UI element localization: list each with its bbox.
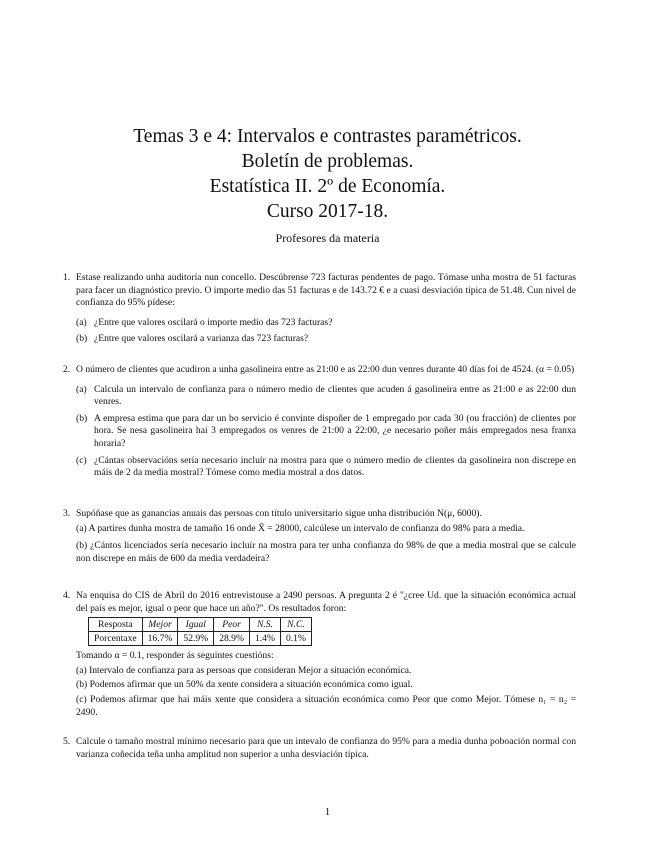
table-cell: 52.9% (178, 632, 214, 646)
sub-item (76, 413, 576, 451)
sub-paragraph-text: A partires dunha mostra de tamaño 16 onde X̄ = 28000, calcúlese un intervalo de confianza do 98% para a media. (88, 522, 525, 534)
sub-paragraph-text: Podemos afirmar que hai máis xente que considera a situación económica como Peor que como Mejor. Tómese n₁ = n₂ = 2490. (76, 693, 576, 718)
sub-paragraph-label: (b) (76, 540, 88, 552)
table-cell: 16.7% (142, 632, 178, 646)
table-header-cell: Peor (214, 618, 250, 632)
title-line-4: Curso 2017-18. (266, 201, 389, 222)
table-header-cell: N.C. (280, 618, 311, 632)
document-title (60, 124, 595, 224)
title-line-2: Boletín de problemas. (241, 151, 414, 172)
sub-item-text: Calcula un intervalo de confianza para o número medio de clientes que acuden á gasolineira entre as 21:00 e as 22:00 dun venres. (94, 383, 576, 408)
sub-item-text: ¿Cántas observacións sería necesario incluír na mostra para que o número medio de clientes da gasolineira non discrepe en máis de 2 da media mostral? Tómese como media mostral a dos datos. (94, 454, 576, 479)
table-header-row (89, 618, 312, 632)
sub-paragraph (76, 523, 576, 536)
problem-number: 4. (63, 590, 71, 601)
table-header-cell: Igual (178, 618, 214, 632)
problem-statement: Na enquisa do CIS de Abril do 2016 entrevistouse a 2490 persoas. A pregunta 2 é "¿cree Ud. que la situación económica actual del país es mejor, igual o peor que hace un año?". Os resultados foron: (76, 590, 576, 614)
sub-paragraph-label: (a) (76, 522, 87, 534)
sub-paragraph-label: (c) (76, 693, 87, 705)
problem-statement: Estase realizando unha auditoría nun concello. Descúbrense 723 facturas pendentes de pago. Tómase unha mostra de 51 facturas para facer un diagnóstico previo. O importe medio das 51 facturas e de 143.72 € e a cuasi desviación típica de 51.48. Cun nivel de confianza do 95% pídese: (76, 272, 576, 309)
problem-number: 1. (63, 272, 71, 283)
problem-statement: Calcule o tamaño mostral mínimo necesario para que un intevalo de confianza do 95% para a media dunha poboación normal con varianza coñecida teña unha amplitud non superior a unha desviación típica. (76, 736, 576, 760)
table-cell: 1.4% (249, 632, 280, 646)
sub-item-label: (b) (76, 333, 88, 345)
sub-item (76, 455, 576, 480)
table-header-cell: N.S. (249, 618, 280, 632)
sub-paragraph (76, 665, 576, 678)
sub-paragraph (76, 540, 576, 565)
problem-number: 3. (63, 508, 71, 519)
results-table (88, 617, 312, 646)
table-cell: Porcentaxe (89, 632, 143, 646)
sub-item-text: ¿Entre que valores oscilará a varianza das 723 facturas? (94, 333, 309, 345)
sub-item-label: (a) (76, 316, 87, 328)
problem-3 (63, 508, 576, 565)
problem-number: 2. (63, 364, 71, 375)
table-header-cell: Resposta (89, 618, 143, 632)
sub-item (76, 384, 576, 409)
table-row (89, 632, 312, 646)
problem-5 (63, 736, 576, 761)
sub-paragraph-label: (b) (76, 679, 88, 691)
authors-line: Profesores da materia (275, 231, 380, 245)
problem-4 (63, 590, 576, 719)
sub-paragraph (76, 679, 576, 692)
problem-2 (63, 364, 576, 480)
sub-item-text: A empresa estima que para dar un bo servicio é convinte dispoñer de 1 empregado por cada 30 (ou fracción) de clientes por hora. Se nesa gasolineira hai 3 empregados os venres de 21:00 a 22:00, ¿e necesario poñer máis empregados nesa franxa horaria? (94, 412, 576, 449)
problem-statement: Supóñase que as ganancias anuais das persoas con título universitario sigue unha distribución N(μ, 6000). (76, 508, 482, 519)
sub-paragraph-text: ¿Cántos licenciados sería necesario incluír na mostra para ter unha confianza do 98% de que a media mostral que se calcule non discrepe en máis de 600 da media verdadeira? (76, 540, 576, 564)
problem-lead: Tomando α = 0.1, responder ás seguintes cuestións: (76, 650, 274, 662)
page-number: 1 (324, 806, 331, 818)
sub-paragraph (76, 694, 576, 719)
sub-item-label: (c) (76, 454, 87, 466)
problem-statement: O número de clientes que acudiron a unha gasolineira entre as 21:00 e as 22:00 dun venres durante 40 días foi de 4524. (α = 0.05) (76, 364, 575, 375)
table-cell: 28.9% (214, 632, 250, 646)
table-cell: 0.1% (280, 632, 311, 646)
title-line-3: Estatística II. 2º de Economía. (209, 176, 446, 197)
problem-1 (63, 272, 576, 346)
sub-item-label: (a) (76, 383, 87, 395)
table-header-cell: Mejor (142, 618, 178, 632)
sub-paragraph-label: (a) (76, 664, 87, 676)
sub-paragraph-text: Intervalo de confianza para as persoas que consideran Mejor a situación económica. (89, 664, 412, 676)
sub-item-label: (b) (76, 412, 88, 424)
sub-paragraph-text: Podemos afirmar que un 50% da xente considera a situación económica como igual. (89, 679, 413, 691)
sub-item (76, 317, 576, 330)
sub-item (76, 333, 576, 346)
problem-number: 5. (63, 736, 71, 747)
title-line-1: Temas 3 e 4: Intervalos e contrastes paramétricos. (133, 126, 522, 147)
sub-item-text: ¿Entre que valores oscilará o importe medio das 723 facturas? (94, 316, 333, 328)
